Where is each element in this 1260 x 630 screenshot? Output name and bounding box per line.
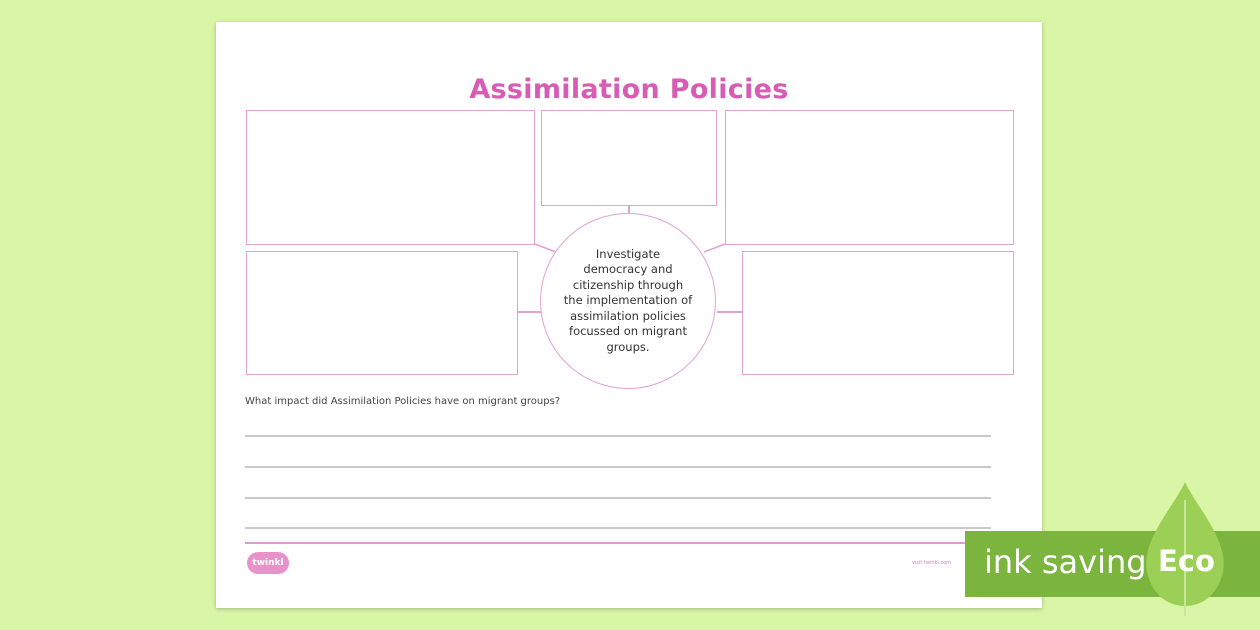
- writing-line: [245, 497, 991, 499]
- ink-saving-label: ink saving: [984, 543, 1147, 581]
- writing-line: [245, 435, 991, 437]
- writing-line: [245, 527, 991, 529]
- connector-right: [717, 311, 742, 313]
- page-title: Assimilation Policies: [469, 74, 789, 105]
- eco-label: Eco: [1158, 544, 1215, 578]
- question-text: What impact did Assimilation Policies have on migrant groups?: [245, 396, 561, 407]
- answer-box-bottom-right: [742, 251, 1014, 375]
- center-circle: [540, 213, 716, 389]
- footer-url: visit twinkl.com: [912, 560, 952, 566]
- answer-box-top-left: [246, 110, 535, 245]
- answer-box-top-center: [541, 110, 717, 206]
- answer-box-bottom-left: [246, 251, 518, 375]
- answer-box-top-right: [725, 110, 1014, 245]
- footer-rule: [245, 542, 1015, 544]
- writing-line: [245, 466, 991, 468]
- twinkl-logo: twinkl: [247, 552, 289, 574]
- center-prompt: Investigate democracy and citizenship through the implementation of assimilation policies focussed on migrant groups.: [563, 246, 693, 354]
- connector-left: [518, 311, 541, 313]
- worksheet-page: [216, 22, 1042, 608]
